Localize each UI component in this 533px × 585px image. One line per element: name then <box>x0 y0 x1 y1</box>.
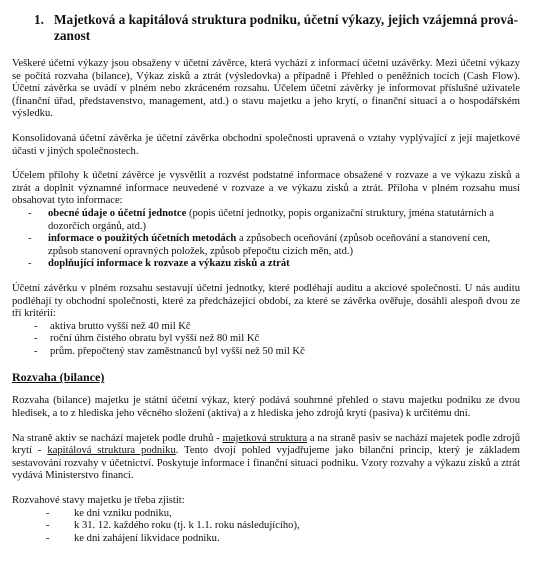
paragraph-consolidated: Konsolidovaná účetní závěrka je účetní závěrka obchodní společnosti upravená o vztahy vyplývající z její majetkové účasti v jiných společnostech. <box>12 132 520 157</box>
list-item <box>12 333 520 346</box>
dash-marker: - <box>28 258 32 270</box>
paragraph-assets <box>12 433 520 483</box>
link-majetkova-struktura[interactable]: majetková struktura <box>222 432 308 444</box>
paragraph-audit: Účetní závěrku v plném rozsahu sestavují účetní jednotky, které podléhají auditu a akciové společnosti. U nás auditu podléhají ty obchodní společnosti, které za předcházející období, za které se závěrka ověřuje, dosáhli alespoň dvou ze tří kritérií: <box>12 282 520 320</box>
dash-marker: - <box>28 207 32 219</box>
list-item <box>12 533 520 546</box>
paragraph-balance: Rozvaha (bilance) majetku je státní účetní výkaz, který podává souhrnné přehled o stavu majetku podniku ze dvou hledisek, a to z hlediska jeho věcného složení (aktiva) a z hlediska jeho zdrojů krytí (pasiva) k určitému dni. <box>12 395 520 420</box>
text-run: . Tento dvojí pohled vyjadřujeme jako bilanční princip, který je základem sestavování rozvahy v účetnictví. Poskytuje informace i finanční situaci podniku. Vzory rozvahy a výkazu zisků a ztrát vydává Ministerstvo financí. <box>12 445 520 482</box>
list-item-text: ke dni vzniku podniku, <box>74 507 172 519</box>
paragraph-appendix: Účelem přílohy k účetní závěrce je vysvětlit a rozvést podstatné informace obsažené v rozvaze a ve výkazu zisků a ztrát a doplnit významné informace neuvedené v rozvaze a ve výkazu zisků a ztrát. Příloha v plném rozsahu musí obsahovat tyto informace: <box>12 170 520 207</box>
list-item <box>12 258 520 271</box>
list-item <box>12 208 520 233</box>
states-list <box>12 508 520 546</box>
appendix-list <box>12 208 520 271</box>
list-item <box>12 346 520 359</box>
dash-marker: - <box>34 345 38 357</box>
subsection-title: Rozvaha (bilance) <box>12 370 105 385</box>
dash-marker: - <box>34 333 38 345</box>
link-kapitalova-struktura[interactable]: kapitálová struktura podniku <box>47 445 176 457</box>
dash-marker: - <box>28 233 32 245</box>
section-title: Majetková a kapitálová struktura podniku, účetní výkazy, jejich vzájemná prová-zanost <box>54 12 519 43</box>
list-item-text: a způsobech oceňování (způsob oceňování a stanovení cen, způsob stanovení opravných položek, způsob přepočtu cizích měn, atd.) <box>48 233 491 257</box>
text-run: Na straně aktiv se nachází majetek podle druhů - <box>12 432 223 444</box>
list-item <box>12 321 520 334</box>
dash-marker: - <box>34 320 38 332</box>
list-item <box>12 233 520 258</box>
dash-marker: - <box>46 532 50 544</box>
list-item-text: aktiva brutto vyšší než 40 mil Kč <box>50 320 191 332</box>
list-item-text: k 31. 12. každého roku (tj. k 1.1. roku následujícího), <box>74 520 300 532</box>
list-item <box>12 508 520 521</box>
list-item-text: roční úhrn čistého obratu byl vyšší než 80 mil Kč <box>50 333 260 345</box>
dash-marker: - <box>46 507 50 519</box>
list-item-text: ke dni zahájení likvidace podniku. <box>74 532 220 544</box>
section-number: 1. <box>34 12 44 27</box>
dash-marker: - <box>46 520 50 532</box>
list-item-text: prům. přepočtený stav zaměstnanců byl vyšší než 50 mil Kč <box>50 345 305 357</box>
paragraph-states: Rozvahové stavy majetku je třeba zjistit: <box>12 495 185 507</box>
list-item-bold: informace o použitých účetních metodách <box>48 233 237 245</box>
list-item-bold: doplňující informace k rozvaze a výkazu zisků a ztrát <box>48 258 290 270</box>
criteria-list <box>12 321 520 359</box>
text-run: a na straně pasiv se nachází majetek podle zdrojů krytí - <box>12 432 520 457</box>
list-item-text: (popis účetní jednotky, popis organizační struktury, jména statutárních a dozorčích orgánů, atd.) <box>48 207 494 232</box>
paragraph-intro: Veškeré účetní výkazy jsou obsaženy v účetní závěrce, která vychází z informací účetní uzávěrky. Mezi účetní výkazy se počítá rozvaha (bilance), Výkaz zisků a ztrát (výsledovka) a případně i Přehled o peněžních tocích (Cash Flow). Účetní závěrka se uvádí v plném nebo zkráceném rozsahu. Účelem účetní závěrky je informovat příslušné uživatele (finanční úřad, představenstvo, management, atd.) o stavu majetku a jeho krytí, o finanční situaci a o hospodářském výsledku. <box>12 58 520 120</box>
list-item-bold: obecné údaje o účetní jednotce <box>48 207 187 219</box>
section-heading <box>34 12 520 44</box>
list-item <box>12 520 520 533</box>
document-page <box>12 12 520 545</box>
